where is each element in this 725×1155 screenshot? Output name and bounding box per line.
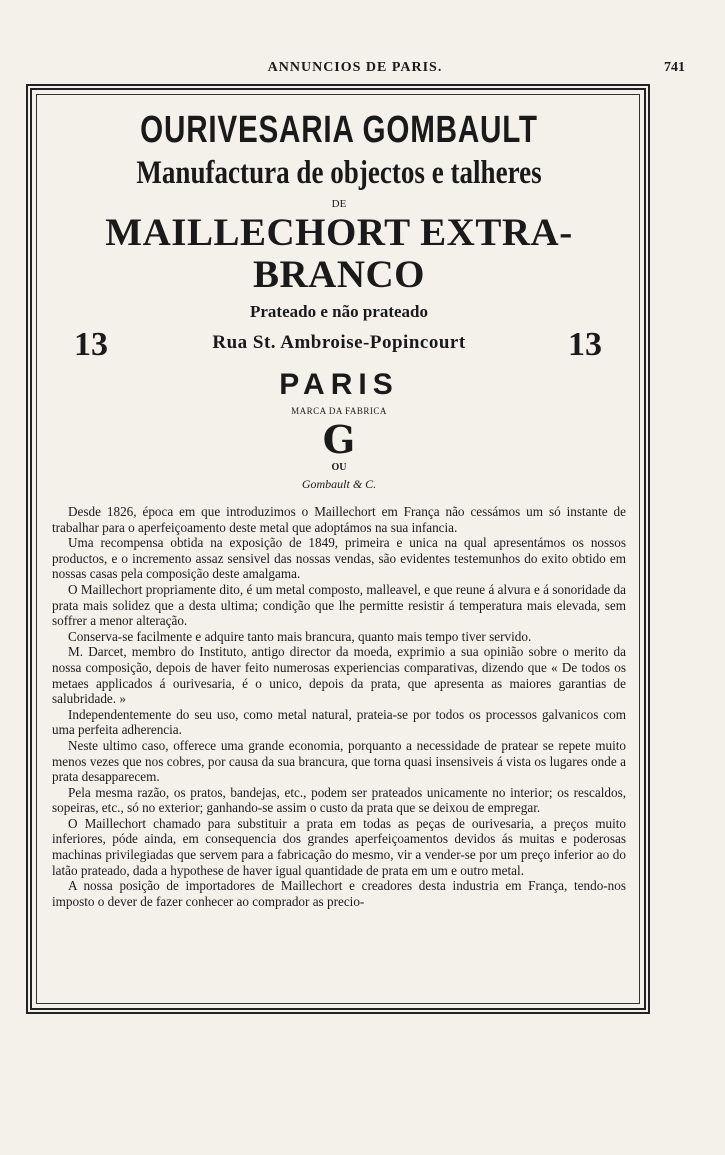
address-row — [52, 326, 626, 364]
paragraph: Independentemente do seu uso, como metal natural, prateia-se por todos os processos galvanicos com uma perfeita adherencia. — [52, 706, 626, 738]
page-header — [30, 60, 685, 82]
paragraph: Conserva-se facilmente e adquire tanto mais brancura, quanto mais tempo tiver servido. — [68, 628, 532, 644]
paragraph: A nossa posição de importadores de Maillechort e creadores desta industria em França, tendo-nos imposto o dever de fazer conhecer ao comprador as precio- — [52, 878, 626, 909]
paragraph: Desde 1826, época em que introduzimos o Maillechort em França não cessámos um só instante de trabalhar para o aperfeiçoamento deste metal que adoptámos na sua infancia. — [52, 504, 626, 535]
street-number-right: 13 — [568, 326, 602, 363]
trademark-logo: G — [322, 417, 356, 462]
shop-name: OURIVESARIA GOMBAULT — [140, 109, 538, 151]
advert-subtitle: Manufactura de objectos e talheres — [136, 155, 542, 191]
street-number-left: 13 — [74, 326, 108, 363]
running-title: ANNUNCIOS DE PARIS. — [267, 60, 443, 75]
advertisement-frame — [26, 84, 650, 1014]
paragraph: O Maillechort propriamente dito, é um metal composto, malleavel, e que reune á alvura e á sonoridade da prata mais solidez que a desta ultima; condição que lhe permitte resistir á temperatura mais elevada, sem soffrer a menor alteração. — [52, 581, 626, 629]
city-name: PARIS — [279, 368, 399, 401]
connector-word: DE — [331, 198, 347, 210]
trademark-label: MARCA DA FABRICA — [291, 406, 387, 416]
trademark-alt-name: Gombault & C. — [301, 477, 377, 491]
street-address: Rua St. Ambroise-Popincourt — [212, 332, 466, 353]
paragraph: M. Darcet, membro do Instituto, antigo director da moeda, exprimio a sua opinião sobre o merito da nossa composição, depois de haver feito numerosas experiencias comparativas, dizendo que « De todos os metaes applicados á ourivesaria, é o unico, depois da prata, que apresenta as maiores garantias de salubridade. » — [52, 644, 626, 707]
paragraph: Uma recompensa obtida na exposição de 1849, primeira e unica na qual apresentámos os nossos productos, e o incremento assaz sensivel das nossas vendas, são evidentes testemunhos do exito obtido em nossas casas pela composição deste amalgama. — [52, 535, 626, 582]
paragraph: O Maillechort chamado para substituir a prata em todas as peças de ourivesaria, a preços muito inferiores, póde ainda, em consequencia dos grandes aperfeiçoamentos devidos ás muitas e poderosas machinas privilegiadas que servem para a fabricação do mesmo, vir a vender-se por um preço inferior ao do latão prateado, dada a hypothese de haver igual quantidade de prata em um e outro metal. — [52, 815, 626, 878]
body-text — [52, 504, 626, 909]
page-number: 741 — [664, 60, 685, 75]
paragraph: Pela mesma razão, os pratos, bandejas, etc., podem ser prateados unicamente no interior; os rescaldos, sopeiras, etc., só no exterior; ganhando-se assim o custo da prata que se deixou de empregar. — [52, 784, 626, 816]
plating-note: Prateado e não prateado — [249, 302, 428, 321]
material-name: MAILLECHORT EXTRA-BRANCO — [105, 211, 573, 296]
or-label: OU — [331, 462, 347, 473]
paragraph: Neste ultimo caso, offerece uma grande economia, porquanto a necessidade de pratear se repete muito menos vezes que nos cobres, por causa da sua brancura, que torna quasi insensiveis á vista os lugares onde a prata desapparecem. — [52, 737, 626, 785]
advertisement-content — [52, 102, 626, 909]
